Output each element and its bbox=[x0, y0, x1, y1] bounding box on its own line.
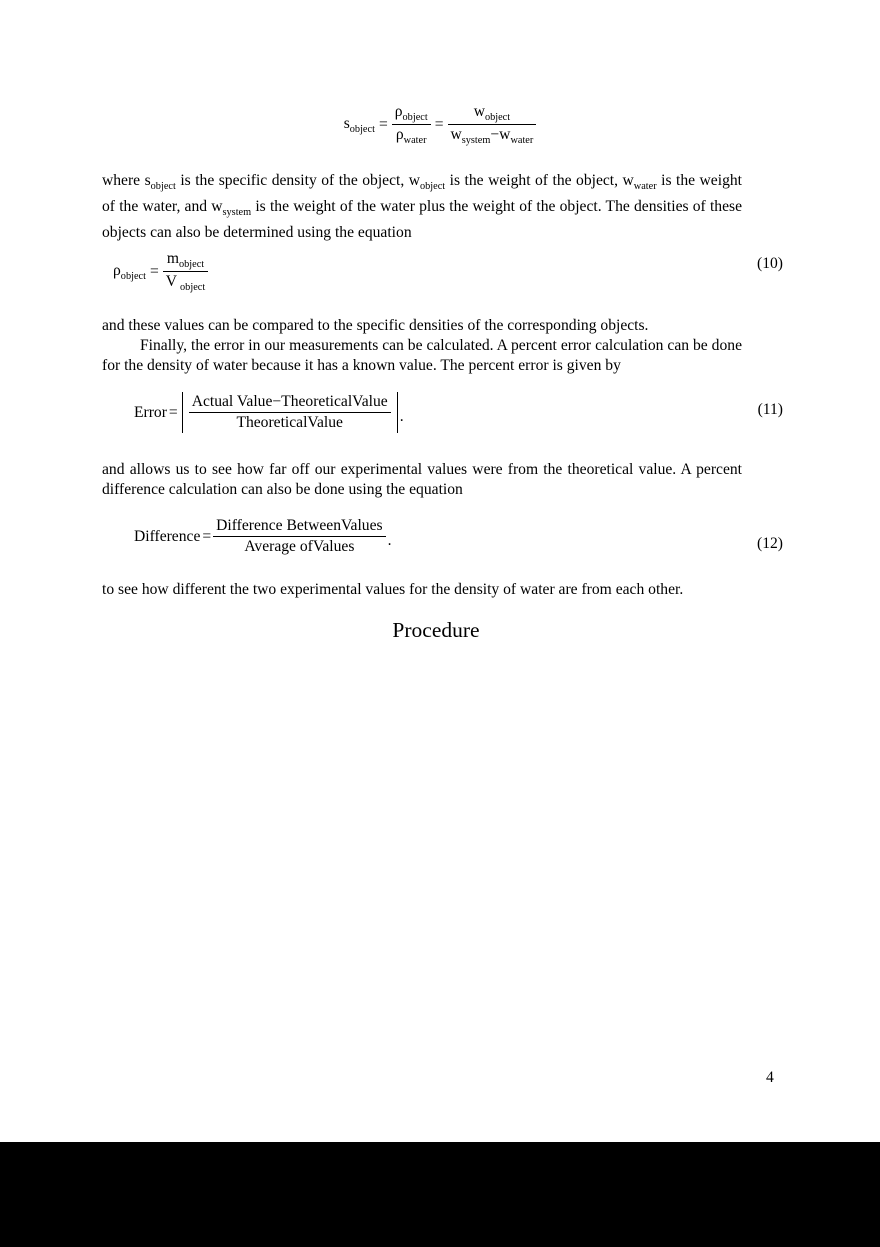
equals-sign: = bbox=[168, 403, 178, 421]
equation-density bbox=[113, 250, 208, 293]
paragraph-symbol-definitions bbox=[102, 171, 742, 243]
subscript: object bbox=[120, 270, 146, 282]
fraction-denominator: Average ofValues bbox=[244, 538, 355, 555]
equals-sign: = bbox=[434, 115, 444, 133]
variable: ρ bbox=[395, 126, 404, 144]
fraction-numerator bbox=[448, 103, 537, 124]
fraction-denominator: TheoreticalValue bbox=[236, 414, 343, 431]
subscript: system bbox=[461, 135, 491, 147]
subscript: object bbox=[484, 112, 511, 124]
equation-number-11: (11) bbox=[757, 401, 783, 418]
text-segment: is the weight of the water, and w bbox=[102, 172, 742, 216]
inline-subscript: object bbox=[420, 181, 446, 193]
bottom-letterbox-bar bbox=[0, 1142, 880, 1247]
inline-subscript: system bbox=[222, 207, 252, 219]
paragraph-percent-error bbox=[102, 336, 742, 376]
fraction-numerator: Difference BetweenValues bbox=[216, 517, 383, 534]
subscript: object bbox=[180, 282, 206, 294]
variable: ρ bbox=[394, 103, 403, 120]
variable: w bbox=[450, 126, 462, 144]
paragraph-percent-difference bbox=[102, 460, 742, 500]
inline-subscript: water bbox=[633, 181, 657, 193]
subscript: object bbox=[349, 123, 375, 135]
paragraph-comparison bbox=[102, 316, 742, 336]
equation-percent-error bbox=[134, 392, 404, 433]
variable: V bbox=[165, 273, 178, 291]
subscript: object bbox=[402, 112, 428, 124]
fraction-denominator bbox=[448, 125, 537, 146]
subscript: water bbox=[510, 135, 534, 147]
equation-number-12: (12) bbox=[757, 535, 783, 552]
period: . bbox=[399, 407, 404, 425]
paragraph-closing bbox=[102, 580, 742, 600]
eq-lhs-term: Error bbox=[134, 403, 167, 421]
fraction-error bbox=[189, 393, 391, 432]
text-segment: is the specific density of the object, w bbox=[175, 172, 420, 189]
absolute-value-bars bbox=[182, 392, 398, 433]
minus-sign: − bbox=[490, 126, 500, 144]
equals-sign: = bbox=[149, 262, 159, 280]
text-segment: and these values can be compared to the specific densities of the corresponding objects. bbox=[102, 317, 649, 334]
fraction-density-ratio bbox=[392, 103, 431, 146]
variable: w bbox=[499, 126, 511, 144]
variable: m bbox=[166, 250, 179, 267]
equation-number-10: (10) bbox=[757, 255, 783, 272]
fraction-numerator bbox=[163, 250, 208, 271]
fraction-weight-ratio bbox=[448, 103, 537, 146]
inline-subscript: object bbox=[150, 181, 176, 193]
eq-lhs-term: Difference bbox=[134, 527, 201, 545]
subscript: object bbox=[178, 259, 205, 271]
fraction-mass-volume bbox=[163, 250, 208, 293]
subscript: water bbox=[403, 135, 427, 147]
eq-lhs-term bbox=[344, 115, 375, 135]
fraction-denominator bbox=[163, 272, 208, 293]
equation-specific-density bbox=[0, 103, 880, 146]
variable: s bbox=[343, 114, 350, 132]
fraction-difference bbox=[213, 517, 385, 556]
equals-sign: = bbox=[378, 115, 388, 133]
text-segment: Finally, the error in our measurements can be calculated. A percent error calculation can be done for the density of water because it has a known value. The percent error is given by bbox=[102, 337, 742, 374]
text-segment: where s bbox=[102, 172, 151, 189]
text-segment: and allows us to see how far off our experimental values were from the theoretical value. A percent difference calculation can also be done using the equation bbox=[102, 461, 742, 498]
variable: ρ bbox=[113, 261, 121, 279]
fraction-numerator: Actual Value−TheoreticalValue bbox=[191, 393, 388, 410]
fraction-numerator bbox=[392, 103, 431, 124]
text-segment: to see how different the two experimental values for the density of water are from each other. bbox=[102, 581, 684, 598]
section-heading-procedure: Procedure bbox=[392, 618, 480, 642]
text-segment: is the weight of the water plus the weight of the object. The densities of these objects can also be determined using the equation bbox=[102, 198, 742, 242]
equation-percent-difference bbox=[134, 517, 391, 556]
text-segment: is the weight of the object, w bbox=[445, 172, 634, 189]
period: . bbox=[387, 531, 392, 549]
equals-sign: = bbox=[202, 527, 212, 545]
page-number: 4 bbox=[766, 1069, 774, 1086]
fraction-denominator bbox=[392, 125, 431, 146]
variable: w bbox=[473, 103, 485, 120]
eq-lhs-term bbox=[113, 262, 146, 282]
